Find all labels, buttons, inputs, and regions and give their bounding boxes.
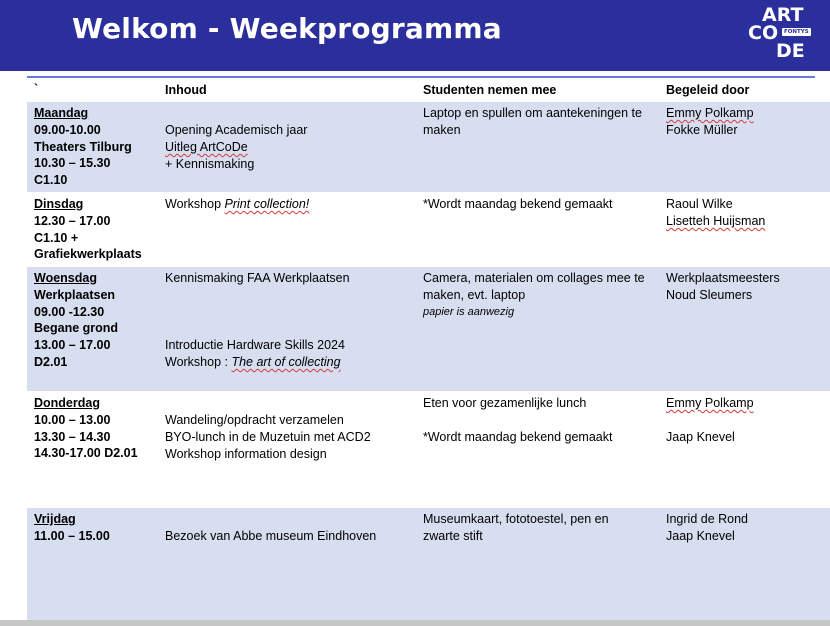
bring-cell: [423, 511, 663, 545]
day-cell: [34, 196, 164, 263]
guide-name: Emmy Polkamp: [666, 396, 754, 410]
time-line: 11.00 – 15.00: [34, 528, 110, 543]
content-line: BYO-lunch in de Muzetuin met ACD2: [165, 429, 371, 444]
time-line: 13.00 – 17.00: [34, 338, 111, 353]
content-line: Introductie Hardware Skills 2024: [165, 338, 345, 353]
content-line: Uitleg ArtCoDe: [165, 139, 248, 154]
content-cell: [165, 122, 415, 172]
location-line: Theaters Tilburg: [34, 139, 132, 154]
bring-cell: [423, 196, 663, 213]
content-cell: [165, 196, 415, 213]
guide-name: Jaap Knevel: [666, 528, 735, 543]
location-line: D2.01: [34, 354, 68, 369]
guide-name: Lisetteh Huijsman: [666, 213, 766, 228]
day-cell: [34, 511, 164, 545]
guide-name: Emmy Polkamp: [666, 106, 754, 120]
time-line: 09.00 -12.30: [34, 304, 105, 319]
bring-line: *Wordt maandag bekend gemaakt: [423, 429, 613, 444]
guide-name: Noud Sleumers: [666, 287, 753, 302]
content-line: + Kennismaking: [165, 156, 255, 171]
logo-line-3: DE: [776, 40, 805, 62]
guided-cell: [666, 105, 816, 139]
col-header-content: Inhoud: [165, 83, 207, 97]
content-line: Bezoek van Abbe museum Eindhoven: [165, 529, 377, 543]
location-line: Begane grond: [34, 321, 119, 336]
location-line: Grafiekwerkplaats: [34, 247, 142, 262]
bring-line: Eten voor gezamenlijke lunch: [423, 396, 587, 410]
bring-line: maken: [423, 122, 461, 137]
bring-cell: [423, 105, 663, 139]
time-line: 13.30 – 14.30: [34, 429, 111, 444]
guide-name: Jaap Knevel: [666, 429, 735, 444]
day-cell: [34, 105, 164, 189]
schedule-table: [27, 76, 830, 626]
day-name: Woensdag: [34, 271, 97, 285]
bottom-scrollbar[interactable]: [0, 620, 830, 626]
time-line: 14.30-17.00 D2.01: [34, 446, 138, 461]
content-line: Workshop information design: [165, 446, 327, 461]
content-line: Workshop :: [165, 354, 232, 369]
guided-cell: [666, 270, 816, 304]
table-row-wednesday: [27, 267, 830, 391]
content-line: Kennismaking FAA Werkplaatsen: [165, 271, 350, 285]
day-cell: [34, 395, 164, 462]
col-header-bring: Studenten nemen mee: [423, 83, 557, 97]
guide-name: Ingrid de Rond: [666, 512, 749, 526]
day-name: Dinsdag: [34, 197, 84, 211]
time-line: 10.30 – 15.30: [34, 156, 111, 171]
time-line: 10.00 – 13.00: [34, 412, 111, 427]
table-row-tuesday: [27, 192, 830, 267]
bring-cell: [423, 395, 663, 445]
content-line: Workshop: [165, 197, 225, 211]
day-cell: [34, 270, 164, 371]
bring-line: Camera, materialen om collages mee te: [423, 271, 645, 285]
content-cell: [165, 412, 415, 462]
title-banner: [0, 0, 830, 71]
col-header-guided: Begeleid door: [666, 83, 750, 97]
time-line: 09.00-10.00: [34, 122, 101, 137]
bring-line: Museumkaart, fototoestel, pen en: [423, 512, 609, 526]
bring-cell: [423, 270, 663, 320]
guide-name: Raoul Wilke: [666, 197, 733, 211]
time-line: 12.30 – 17.00: [34, 213, 111, 228]
table-row-monday: [27, 102, 830, 192]
bring-line: maken, evt. laptop: [423, 287, 526, 302]
workshop-title: Print collection!: [224, 197, 310, 211]
col-header-day: `: [34, 82, 39, 96]
table-header-row: [27, 78, 830, 102]
logo-line-1: ART: [762, 4, 804, 26]
guide-name: Werkplaatsmeesters: [666, 271, 780, 285]
content-cell: [165, 528, 415, 545]
location-line: C1.10: [34, 173, 68, 188]
table-row-thursday: [27, 391, 830, 508]
content-line: Wandeling/opdracht verzamelen: [165, 413, 344, 427]
location-line: Werkplaatsen: [34, 287, 116, 302]
day-name: Vrijdag: [34, 512, 76, 526]
location-line: C1.10 +: [34, 230, 79, 245]
guided-cell: [666, 511, 816, 545]
content-line: Opening Academisch jaar: [165, 123, 308, 137]
bring-note: papier is aanwezig: [423, 305, 515, 318]
page-title: Welkom - Weekprogramma: [72, 12, 502, 45]
guide-name: Fokke Müller: [666, 122, 738, 137]
guided-cell: [666, 395, 816, 445]
day-name: Maandag: [34, 106, 89, 120]
artcode-logo: [748, 6, 812, 62]
bring-line: Laptop en spullen om aantekeningen te: [423, 106, 642, 120]
logo-tag: FONTYS: [784, 29, 809, 35]
logo-line-2: CO: [748, 22, 779, 44]
content-cell: [165, 270, 415, 371]
day-name: Donderdag: [34, 396, 100, 410]
bring-line: *Wordt maandag bekend gemaakt: [423, 197, 613, 211]
guided-cell: [666, 196, 816, 230]
bring-line: zwarte stift: [423, 528, 483, 543]
table-row-friday: [27, 508, 830, 626]
workshop-title: The art of collecting: [231, 354, 341, 369]
